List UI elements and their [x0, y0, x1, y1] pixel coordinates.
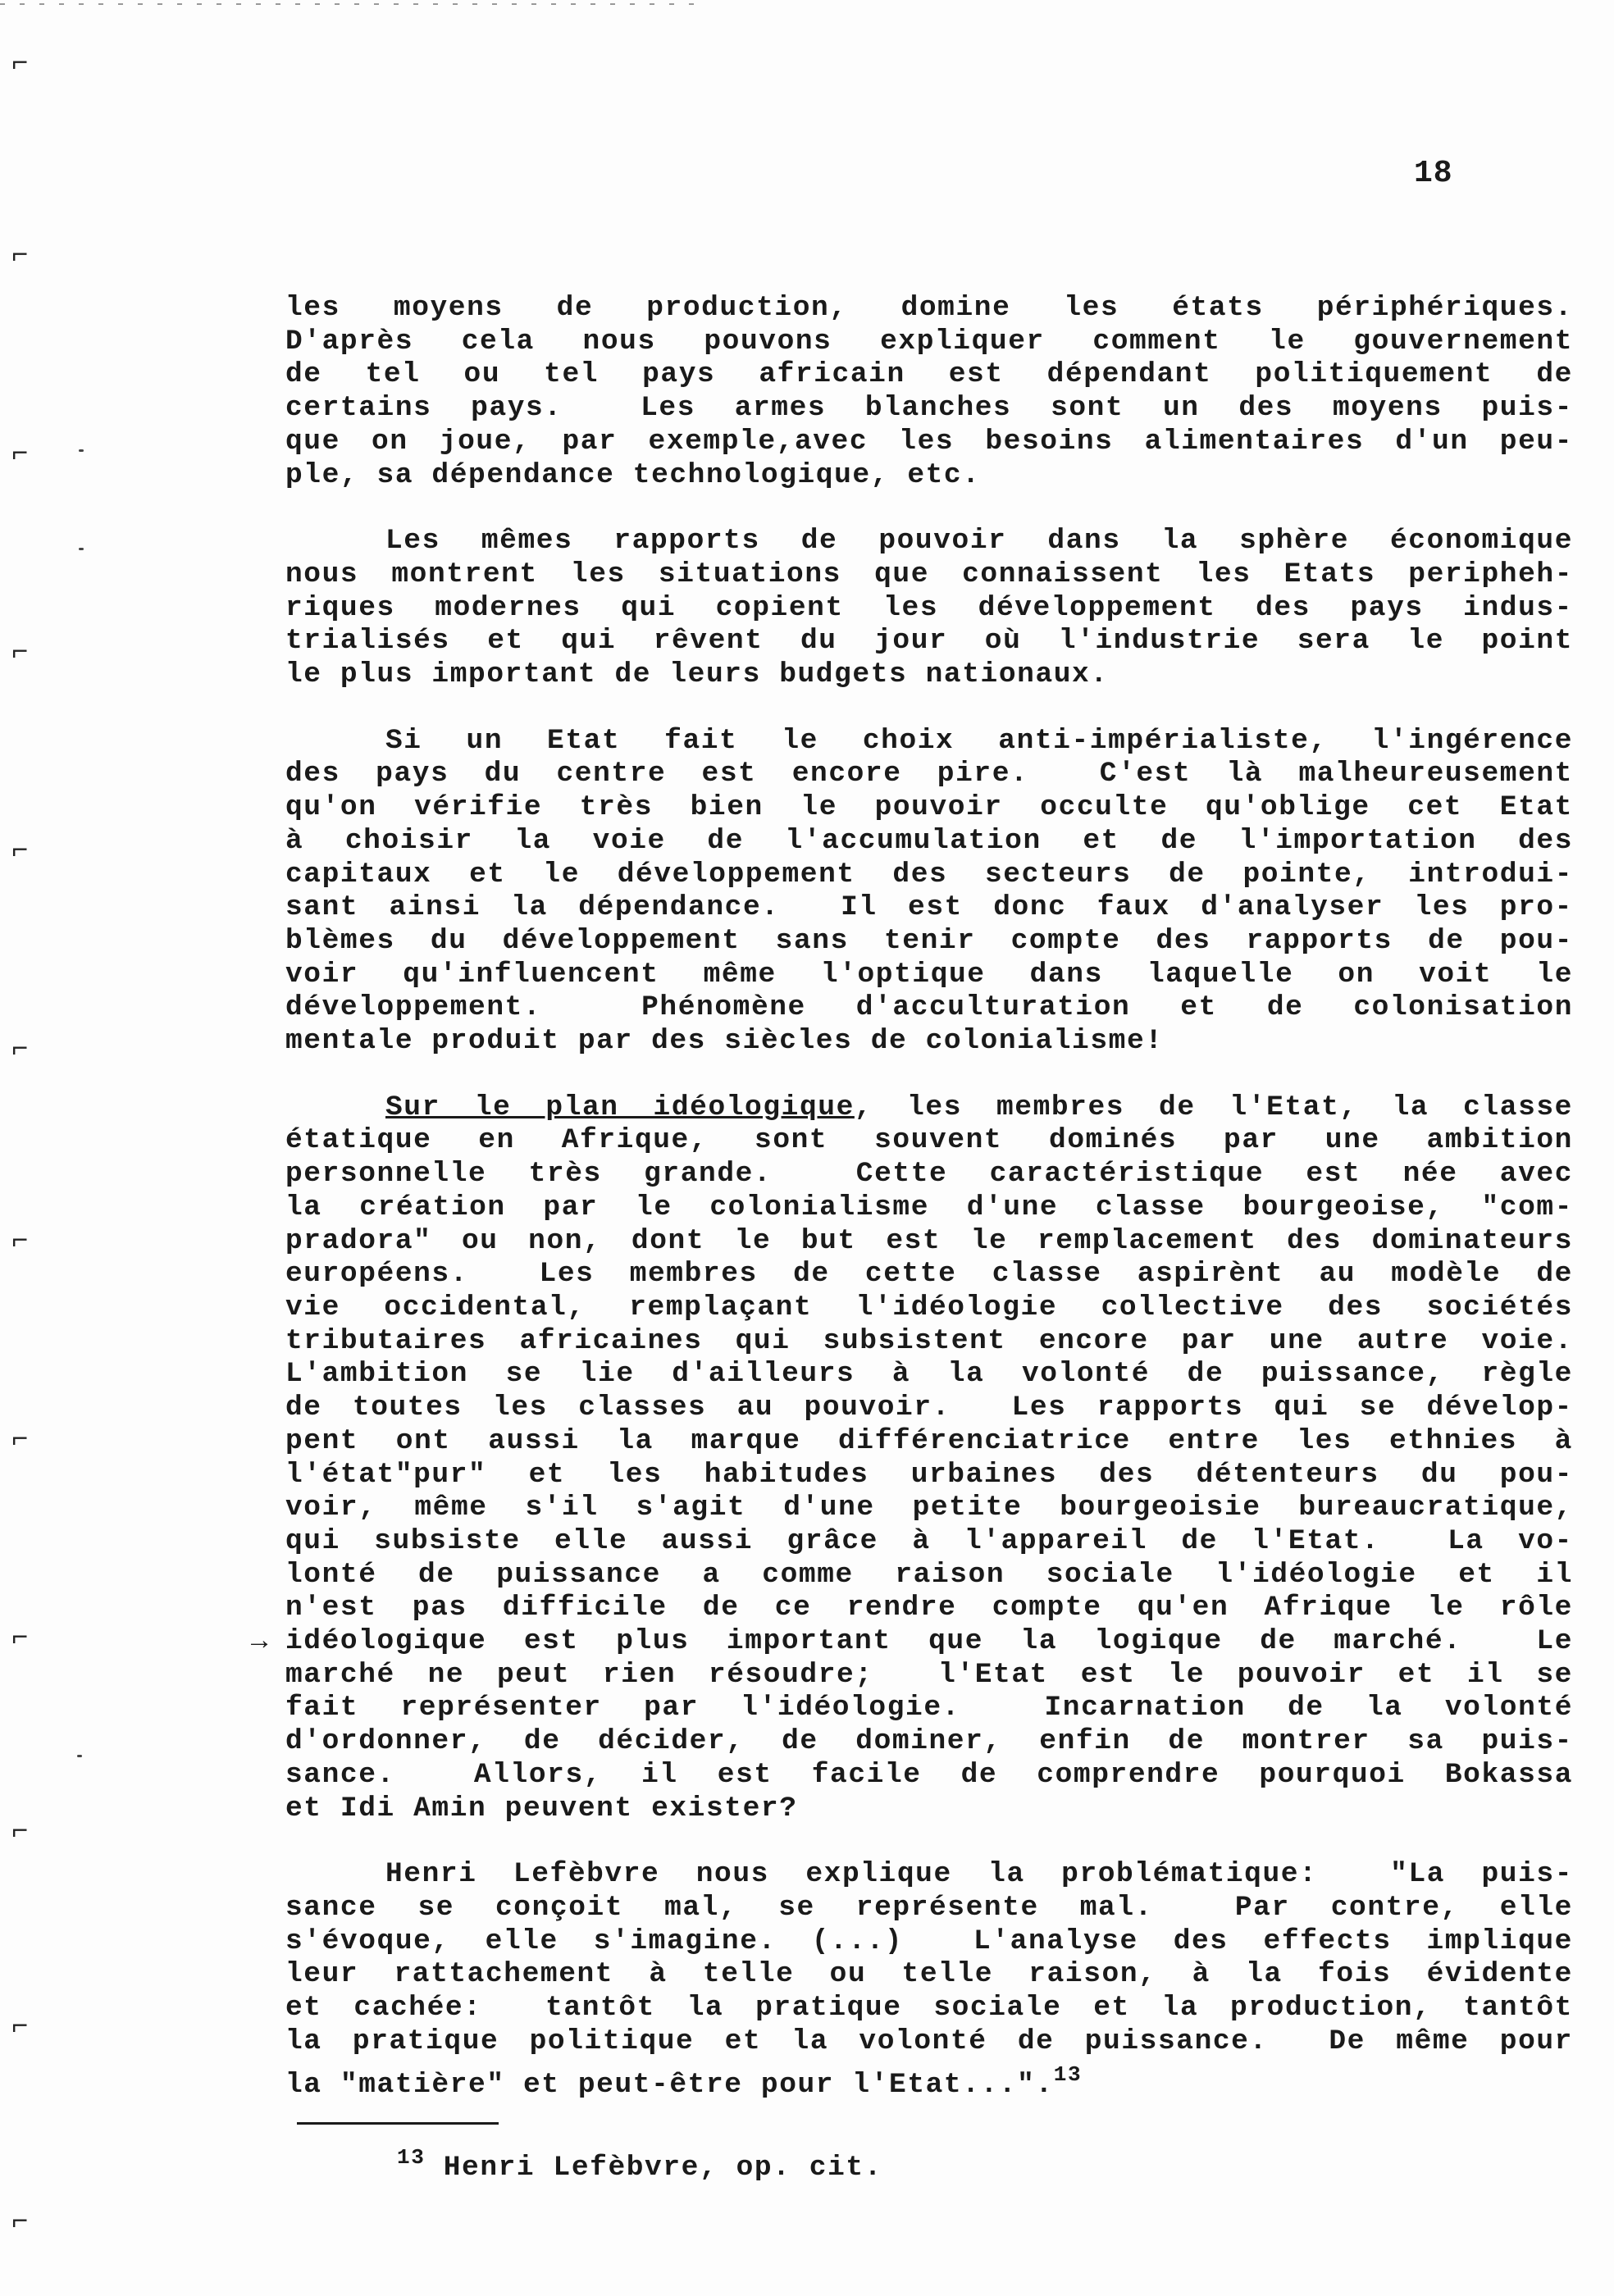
- text-line: Si un Etat fait le choix anti-impérialiste, l'ingérence: [385, 724, 1573, 757]
- text-line: étatique en Afrique, sont souvent dominés par une ambition: [285, 1124, 1573, 1157]
- footnote: [397, 2145, 882, 2184]
- footnote-text: Henri Lefèbvre, op. cit.: [443, 2152, 882, 2184]
- footnote-separator: [297, 2122, 499, 2125]
- text-line: la création par le colonialisme d'une classe bourgeoise, "com-: [285, 1191, 1573, 1223]
- text-line: qui subsiste elle aussi grâce à l'appareil de l'Etat. La vo-: [285, 1524, 1573, 1557]
- text-line: qu'on vérifie très bien le pouvoir occulte qu'oblige cet Etat: [285, 791, 1573, 824]
- text-line: Les mêmes rapports de pouvoir dans la sphère économique: [385, 525, 1573, 558]
- scan-edge-dashes: [0, 3, 705, 5]
- text-line: leur rattachement à telle ou telle raison, à la fois évidente: [285, 1958, 1573, 1991]
- text-line: sance. Allors, il est facile de comprendre pourquoi Bokassa: [285, 1758, 1573, 1791]
- margin-hole-mark: ⌐: [11, 638, 29, 669]
- margin-hole-mark: ⌐: [11, 440, 29, 471]
- text-line: la pratique politique et la volonté de puissance. De même pour: [285, 2025, 1573, 2057]
- text-line: à choisir la voie de l'accumulation et de l'importation des: [285, 824, 1573, 857]
- margin-hole-mark: ⌐: [11, 241, 29, 272]
- text-line: voir qu'influencent même l'optique dans laquelle on voit le: [285, 958, 1573, 991]
- text-line: les moyens de production, domine les états périphériques.: [285, 292, 1573, 324]
- paragraph: [285, 725, 1573, 1059]
- margin-hole-mark: ⌐: [11, 2207, 29, 2239]
- text-line: européens. Les membres de cette classe aspirènt au modèle de: [285, 1258, 1573, 1291]
- paragraph: [285, 1091, 1573, 1825]
- scan-speck: [79, 449, 84, 452]
- text-line: nous montrent les situations que connaissent les Etats peripheh-: [285, 558, 1573, 590]
- text-line: de tel ou tel pays africain est dépendant politiquement de: [285, 358, 1573, 391]
- underlined-heading: Sur le plan idéologique: [385, 1091, 855, 1123]
- text-line: Henri Lefèbvre nous explique la problématique: "La puis-: [385, 1858, 1573, 1891]
- text-line: l'état"pur" et les habitudes urbaines des détenteurs du pou-: [285, 1458, 1573, 1491]
- margin-hole-mark: ⌐: [11, 49, 29, 80]
- text-line: d'ordonner, de décider, de dominer, enfin de montrer sa puis-: [285, 1725, 1573, 1758]
- text-line: pent ont aussi la marque différenciatrice entre les ethnies à: [285, 1424, 1573, 1457]
- margin-hole-mark: ⌐: [11, 1624, 29, 1655]
- paragraph: [285, 1858, 1573, 2102]
- text-line: vie occidental, remplaçant l'idéologie collective des sociétés: [285, 1291, 1573, 1323]
- footnote-reference: 13: [1053, 2062, 1083, 2088]
- page-number: 18: [1414, 156, 1453, 191]
- margin-hole-mark: ⌐: [11, 1035, 29, 1066]
- text-line: n'est pas difficile de ce rendre compte qu'en Afrique le rôle: [285, 1592, 1573, 1624]
- body-text: [285, 292, 1573, 2135]
- text-line: lonté de puissance a comme raison sociale l'idéologie et il: [285, 1558, 1573, 1591]
- text-line: et Idi Amin peuvent exister?: [285, 1792, 798, 1824]
- margin-hole-mark: ⌐: [11, 1425, 29, 1456]
- text-line: [285, 1091, 1573, 1125]
- text-line: D'après cela nous pouvons expliquer comment le gouvernement: [285, 325, 1573, 358]
- text-line: pradora" ou non, dont le but est le remplacement des dominateurs: [285, 1224, 1573, 1257]
- text-line: capitaux et le développement des secteurs de pointe, introdui-: [285, 858, 1573, 891]
- margin-arrow-annotation: →: [251, 1627, 265, 1658]
- text-fragment: , les membres de l'Etat, la classe: [854, 1091, 1573, 1123]
- text-line: tributaires africaines qui subsistent encore par une autre voie.: [285, 1324, 1573, 1357]
- text-line: s'évoque, elle s'imagine. (...) L'analyse des effects implique: [285, 1925, 1573, 1957]
- text-line: L'ambition se lie d'ailleurs à la volonté de puissance, règle: [285, 1358, 1573, 1391]
- margin-hole-mark: ⌐: [11, 836, 29, 868]
- text-line: développement. Phénomène d'acculturation et de colonisation: [285, 991, 1573, 1024]
- paragraph: [285, 525, 1573, 692]
- margin-hole-mark: ⌐: [11, 1227, 29, 1258]
- text-line: blèmes du développement sans tenir compte des rapports de pou-: [285, 924, 1573, 957]
- paragraph: [285, 292, 1573, 492]
- text-line: mentale produit par des siècles de colonialisme!: [285, 1025, 1164, 1058]
- scan-speck: [79, 548, 84, 550]
- text-line: sance se conçoit mal, se représente mal. Par contre, elle: [285, 1891, 1573, 1924]
- text-line: marché ne peut rien résoudre; l'Etat est le pouvoir et il se: [285, 1658, 1573, 1691]
- scan-speck: [77, 1755, 82, 1757]
- text-line: [285, 2058, 1573, 2102]
- text-line: ple, sa dépendance technologique, etc.: [285, 458, 981, 491]
- text-line: trialisés et qui rêvent du jour où l'industrie sera le point: [285, 625, 1573, 658]
- text-line: que on joue, par exemple,avec les besoins alimentaires d'un peu-: [285, 425, 1573, 458]
- text-line: des pays du centre est encore pire. C'est là malheureusement: [285, 758, 1573, 790]
- text-line: certains pays. Les armes blanches sont un des moyens puis-: [285, 392, 1573, 425]
- text-line: idéologique est plus important que la logique de marché. Le: [285, 1625, 1573, 1658]
- text-line: personnelle très grande. Cette caractéristique est née avec: [285, 1158, 1573, 1191]
- text-line: et cachée: tantôt la pratique sociale et la production, tantôt: [285, 1992, 1573, 2025]
- text-line: riques modernes qui copient les développement des pays indus-: [285, 591, 1573, 624]
- text-line: fait représenter par l'idéologie. Incarnation de la volonté: [285, 1692, 1573, 1724]
- text-line: voir, même s'il s'agit d'une petite bourgeoisie bureaucratique,: [285, 1492, 1573, 1524]
- footnote-number: 13: [397, 2145, 426, 2170]
- margin-hole-mark: ⌐: [11, 1817, 29, 1848]
- text-line: le plus important de leurs budgets nationaux.: [285, 658, 1109, 691]
- text-fragment: la "matière" et peut-être pour l'Etat...".: [285, 2069, 1054, 2102]
- text-line: de toutes les classes au pouvoir. Les rapports qui se dévelop-: [285, 1392, 1573, 1424]
- text-line: sant ainsi la dépendance. Il est donc faux d'analyser les pro-: [285, 891, 1573, 924]
- margin-hole-mark: ⌐: [11, 2012, 29, 2043]
